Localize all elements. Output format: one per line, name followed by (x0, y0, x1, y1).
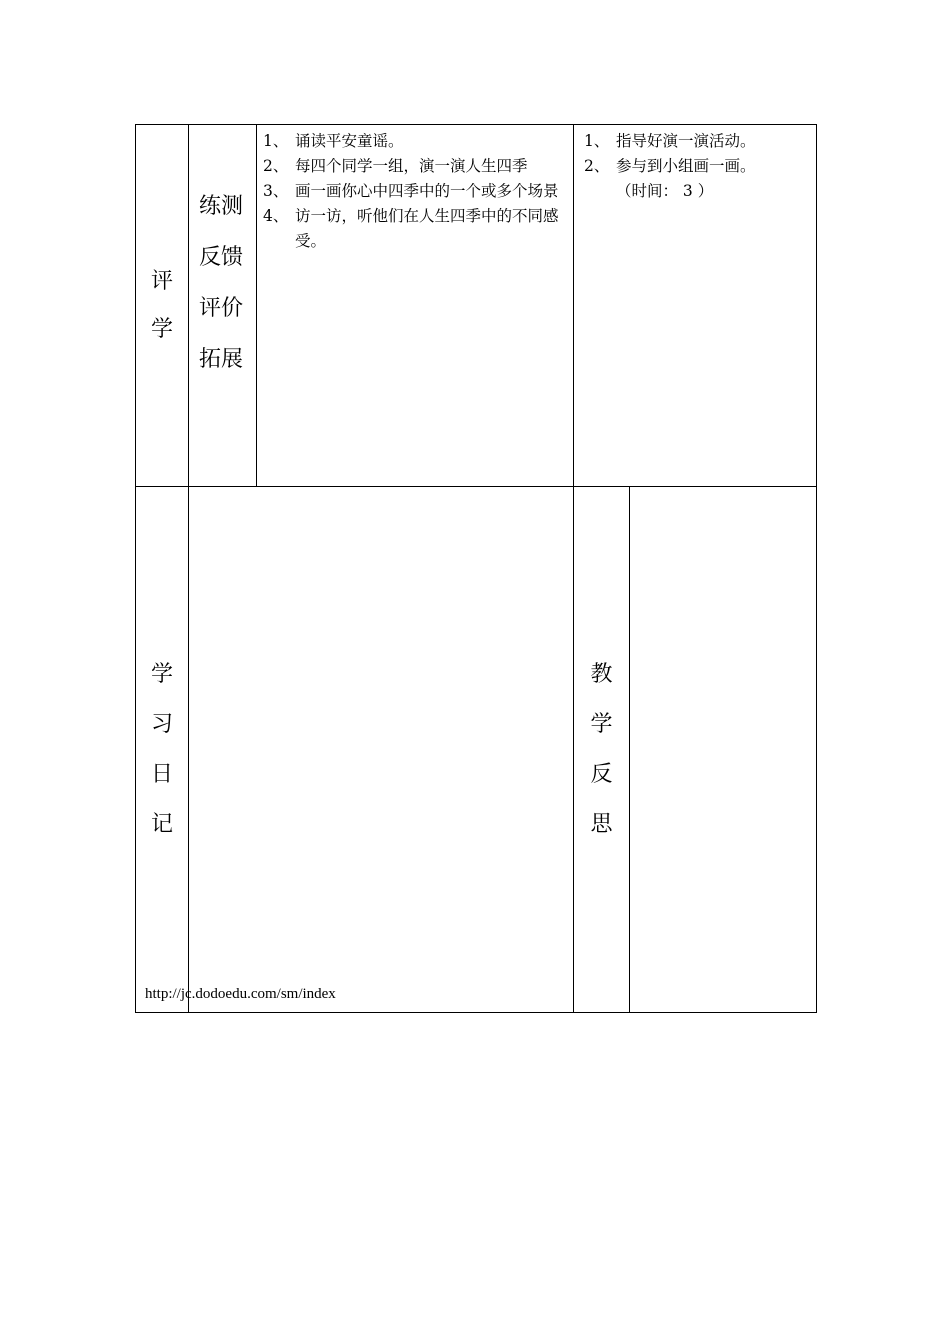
item-number: 3、 (263, 182, 289, 200)
evaluation-row (136, 125, 817, 487)
item-number: 1、 (263, 132, 289, 150)
stage-label-line: 拓展 (199, 347, 244, 372)
item-text: 参与到小组画一画。 (616, 157, 756, 175)
list-item (584, 154, 810, 179)
stage-label-line: 练测 (199, 194, 244, 219)
diary-content-cell[interactable] (189, 487, 574, 1013)
time-note: （时间： 3 ） (616, 182, 714, 200)
item-text: 每四个同学一组，演一演人生四季 (295, 157, 528, 175)
stage-label-cell (189, 125, 257, 487)
diary-label-cell (136, 487, 189, 1013)
footer-url: http://jc.dodoedu.com/sm/index (145, 986, 336, 1002)
item-number: 1、 (584, 132, 610, 150)
lesson-plan-table (135, 124, 817, 1013)
section-label-cell (136, 125, 189, 487)
student-activities-cell (257, 125, 574, 487)
diary-label-char: 记 (150, 811, 173, 837)
reflection-label-char: 反 (590, 761, 613, 787)
reflection-content-cell[interactable] (630, 487, 817, 1013)
reflection-label-cell (574, 487, 630, 1013)
teacher-activities-cell (574, 125, 817, 487)
list-item (263, 129, 567, 154)
section-label-char: 评 (150, 268, 173, 294)
item-text: 画一画你心中四季中的一个或多个场景 (295, 182, 559, 200)
list-item (584, 129, 810, 154)
teacher-activity-list (574, 125, 816, 179)
student-activity-list (257, 125, 573, 254)
diary-label-char: 日 (150, 761, 173, 787)
item-text: 指导好演一演活动。 (616, 132, 756, 150)
reflection-label-char: 思 (590, 811, 613, 837)
stage-label-line: 反馈 (199, 245, 244, 270)
list-item (263, 154, 567, 179)
stage-label-line: 评价 (199, 296, 244, 321)
list-item (263, 204, 567, 254)
section-label-char: 学 (150, 316, 173, 342)
reflection-label-char: 学 (590, 711, 613, 737)
item-number: 2、 (584, 157, 610, 175)
diary-reflection-row (136, 487, 817, 1013)
item-number: 2、 (263, 157, 289, 175)
diary-label-char: 学 (150, 661, 173, 687)
list-item (263, 179, 567, 204)
diary-label-char: 习 (150, 711, 173, 737)
reflection-label-char: 教 (590, 661, 613, 687)
item-number: 4、 (263, 207, 289, 225)
item-text: 访一访，听他们在人生四季中的不同感受。 (295, 207, 559, 250)
item-text: 诵读平安童谣。 (295, 132, 404, 150)
